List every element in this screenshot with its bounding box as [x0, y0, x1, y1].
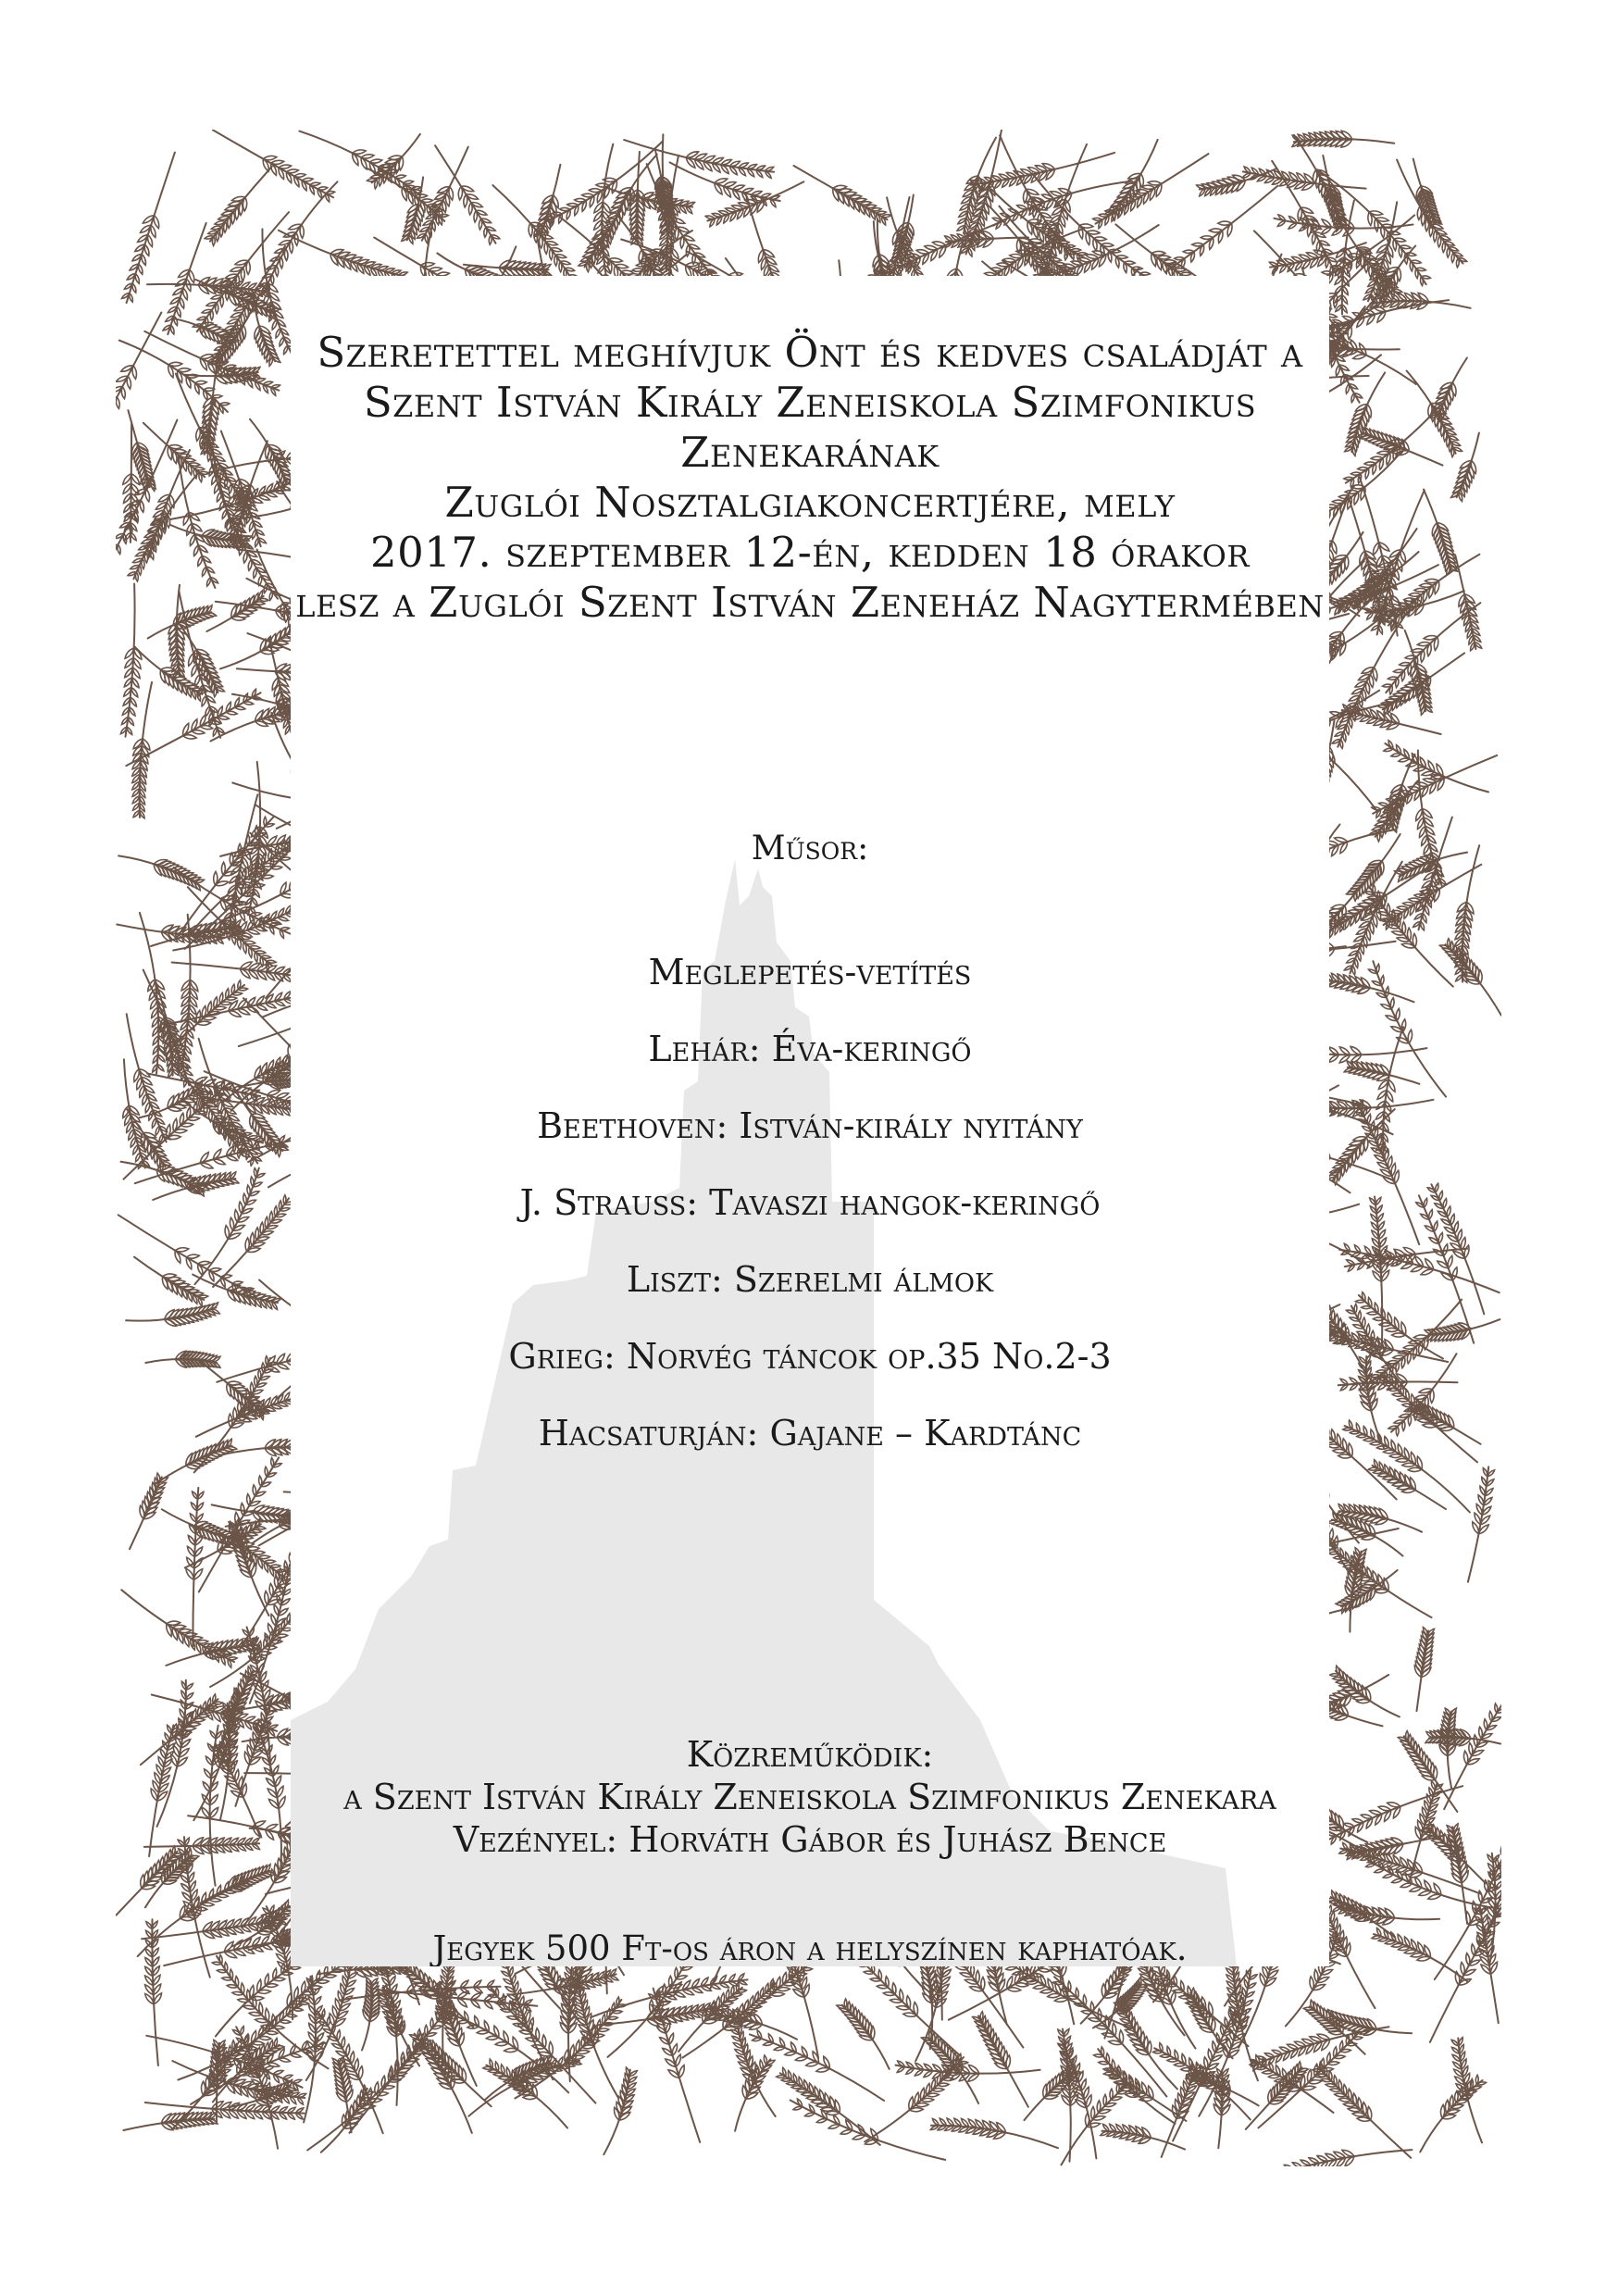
program-item: Beethoven: István-király nyitány	[537, 1105, 1083, 1146]
invitation-panel	[291, 276, 1329, 1966]
intro-line: Szeretettel meghívjuk Önt és kedves családját a	[317, 328, 1303, 377]
intro-line: lesz a Zuglói Szent István Zeneház Nagytermében	[295, 578, 1325, 627]
program-heading: Műsor:	[751, 830, 869, 867]
credits-heading: Közreműködik:	[686, 1734, 934, 1775]
credits-performer: a Szent István Király Zeneiskola Szimfonikus Zenekara	[343, 1777, 1276, 1817]
ticket-info: Jegyek 500 Ft-os áron a helyszínen kaphatóak.	[432, 1928, 1188, 1966]
intro-line: 2017. szeptember 12-én, kedden 18 órakor	[370, 528, 1250, 577]
intro-line: Zenekarának	[680, 428, 940, 477]
intro-line: Szent István Király Zeneiskola Szimfonikus	[363, 378, 1257, 427]
credits-conductors: Vezényel: Horváth Gábor és Juhász Bence	[453, 1819, 1167, 1860]
program-item: Grieg: Norvég táncok op.35 No.2-3	[508, 1336, 1112, 1377]
program-item: Lehár: Éva-keringő	[648, 1029, 972, 1069]
credits	[291, 1733, 1329, 1861]
program-item: Meglepetés-vetítés	[648, 952, 972, 992]
invitation-text	[291, 276, 1329, 1966]
invitation-intro	[291, 328, 1329, 628]
program-item: Liszt: Szerelmi álmok	[626, 1259, 994, 1300]
intro-line: Zuglói Nosztalgiakoncertjére, mely	[444, 478, 1176, 527]
program-list	[291, 952, 1329, 1490]
program-item: Hacsaturján: Gajane – Kardtánc	[538, 1413, 1082, 1454]
program-item: J. Strauss: Tavaszi hangok-keringő	[519, 1182, 1101, 1223]
